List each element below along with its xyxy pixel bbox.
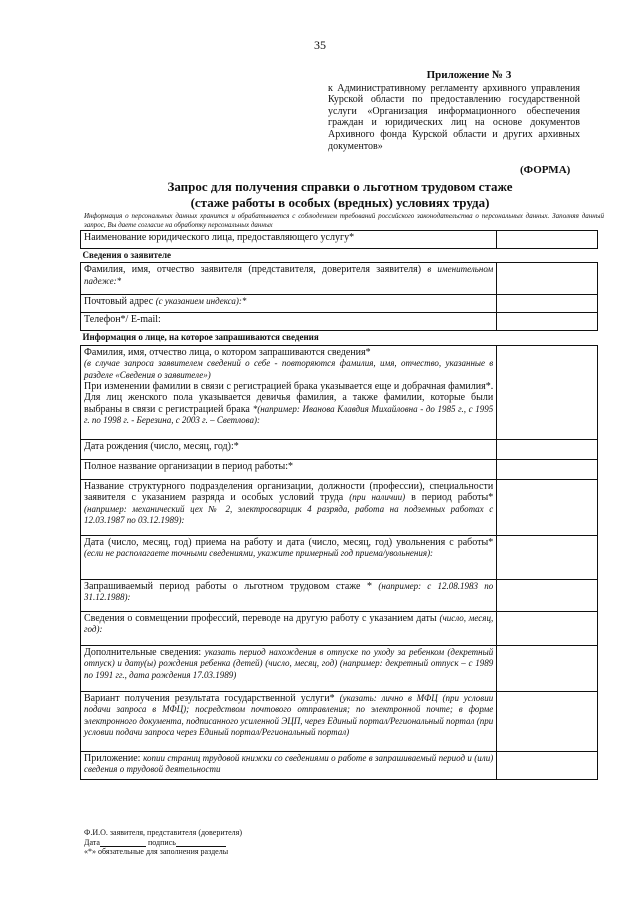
privacy-note: Информация о персональных данных хранится и обрабатывается с соблюдением требований российского законодательства о персональных данных. Заполняя данный запрос, Вы даете согласие на обработку персональных данных xyxy=(84,212,604,229)
postal-address-field[interactable] xyxy=(497,295,598,313)
birth-date-field[interactable] xyxy=(497,439,598,459)
form-footer xyxy=(84,828,242,857)
table-row xyxy=(81,345,598,439)
table-row xyxy=(81,751,598,779)
table-row xyxy=(81,439,598,459)
section-person: Информация о лице, на которое запрашиваются сведения xyxy=(81,331,598,345)
org-full-name-field[interactable] xyxy=(497,459,598,479)
department-label: Название структурного подразделения организации, должности (профессии), специальности заявителя с указанием разряда и особых условий труда (при наличии) в период работы* (например: механический цех № 2, электросварщик 4 разряда, работа на подземных работах с 12.03.1987 по 03.12.1989): xyxy=(81,479,497,535)
table-row xyxy=(81,231,598,249)
footer-required-note: «*» обязательные для заполнения разделы xyxy=(84,847,229,856)
applicant-name-label: Фамилия, имя, отчество заявителя (представителя, доверителя заявителя) в именительном падеже:* xyxy=(81,263,497,295)
postal-address-label: Почтовый адрес (с указанием индекса):* xyxy=(81,295,497,313)
additional-info-label: Дополнительные сведения: указать период нахождения в отпуске по уходу за ребенком (декретный отпуск) и дату(ы) рождения ребенка (детей) (число, месяц, год) (например: декретный отпуск – с 1989 по 1991 гг., дата рождения 17.03.1989) xyxy=(81,645,497,691)
request-form-table xyxy=(80,230,598,780)
requested-period-label: Запрашиваемый период работы о льготном трудовом стаже * (например: с 12.08.1983 по 31.12.1988): xyxy=(81,579,497,611)
combination-label: Сведения о совмещении профессий, переводе на другую работу с указанием даты (число, месяц, год): xyxy=(81,611,497,645)
table-row xyxy=(81,691,598,751)
page-title xyxy=(80,179,600,210)
org-name-field[interactable] xyxy=(497,231,598,249)
footer-fio: Ф.И.О. заявителя, представителя (доверителя) xyxy=(84,828,242,837)
org-full-name-label: Полное название организации в период работы:* xyxy=(81,459,497,479)
applicant-name-field[interactable] xyxy=(497,263,598,295)
phone-field[interactable] xyxy=(497,313,598,331)
birth-date-label: Дата рождения (число, месяц, год):* xyxy=(81,439,497,459)
table-row xyxy=(81,313,598,331)
table-row xyxy=(81,579,598,611)
employment-dates-field[interactable] xyxy=(497,535,598,579)
department-field[interactable] xyxy=(497,479,598,535)
requested-period-field[interactable] xyxy=(497,579,598,611)
appendix-text: к Административному регламенту архивного управления Курской области по предоставлению государственной услуги «Организация информационного обеспечения граждан и юридических лиц на основе документов Архивного фонда Курской области и других архивных документов» xyxy=(328,82,580,152)
person-name-label: Фамилия, имя, отчество лица, о котором запрашиваются сведения* (в случае запроса заявителем сведений о себе - повторяются фамилия, имя, отчество, указанные в разделе «Сведения о заявителе») При изменении фамилии в связи с регистрацией брака указывается еще и добрачная фамилия*. Для лиц женского пола указывается девичья фамилия, а также фамилии, которые были выбраны в связи с регистрацией брака *(например: Иванова Клавдия Михайловна - до 1985 г., с 1995 г. по 1998 г. - Березина, с 2003 г. – Светлова): xyxy=(81,345,497,439)
title-line-1: Запрос для получения справки о льготном трудовом стаже xyxy=(167,179,513,194)
delivery-method-label: Вариант получения результата государственной услуги* (указать: лично в МФЦ (при условии подачи запроса в МФЦ); посредством почтового отправления; по электронной почте; в форме электронного документа, подписанного усиленной ЭЦП, через Единый портал/Региональный портал (при условии подачи запроса через Единый портал/Региональный портал) xyxy=(81,691,497,751)
table-row xyxy=(81,479,598,535)
table-row xyxy=(81,459,598,479)
additional-info-field[interactable] xyxy=(497,645,598,691)
appendix-title: Приложение № 3 xyxy=(426,69,512,81)
attachment-label: Приложение: копии страниц трудовой книжки со сведениями о работе в запрашиваемый период и (или) сведения о трудовой деятельности xyxy=(81,751,497,779)
employment-dates-label: Дата (число, месяц, год) приема на работу и дата (число, месяц, год) увольнения с работы* (если не располагаете точными сведениями, укажите примерный год приема/увольнения): xyxy=(81,535,497,579)
org-name-label: Наименование юридического лица, предоставляющего услугу* xyxy=(81,231,497,249)
page-number: 35 xyxy=(314,38,326,52)
title-line-2: (стаже работы в особых (вредных) условиях труда) xyxy=(190,194,490,210)
footer-date-signature xyxy=(84,838,242,848)
table-row xyxy=(81,295,598,313)
delivery-method-field[interactable] xyxy=(497,691,598,751)
form-label: (ФОРМА) xyxy=(520,164,571,176)
table-row xyxy=(81,645,598,691)
section-applicant: Сведения о заявителе xyxy=(81,249,598,263)
table-row xyxy=(81,611,598,645)
table-row xyxy=(81,263,598,295)
attachment-field[interactable] xyxy=(497,751,598,779)
footer-date-label: Дата xyxy=(84,837,100,847)
appendix-block xyxy=(328,70,580,152)
person-name-field[interactable] xyxy=(497,345,598,439)
footer-signature-label: подпись xyxy=(147,837,176,847)
combination-field[interactable] xyxy=(497,611,598,645)
phone-label: Телефон*/ E-mail: xyxy=(81,313,497,331)
table-row xyxy=(81,535,598,579)
